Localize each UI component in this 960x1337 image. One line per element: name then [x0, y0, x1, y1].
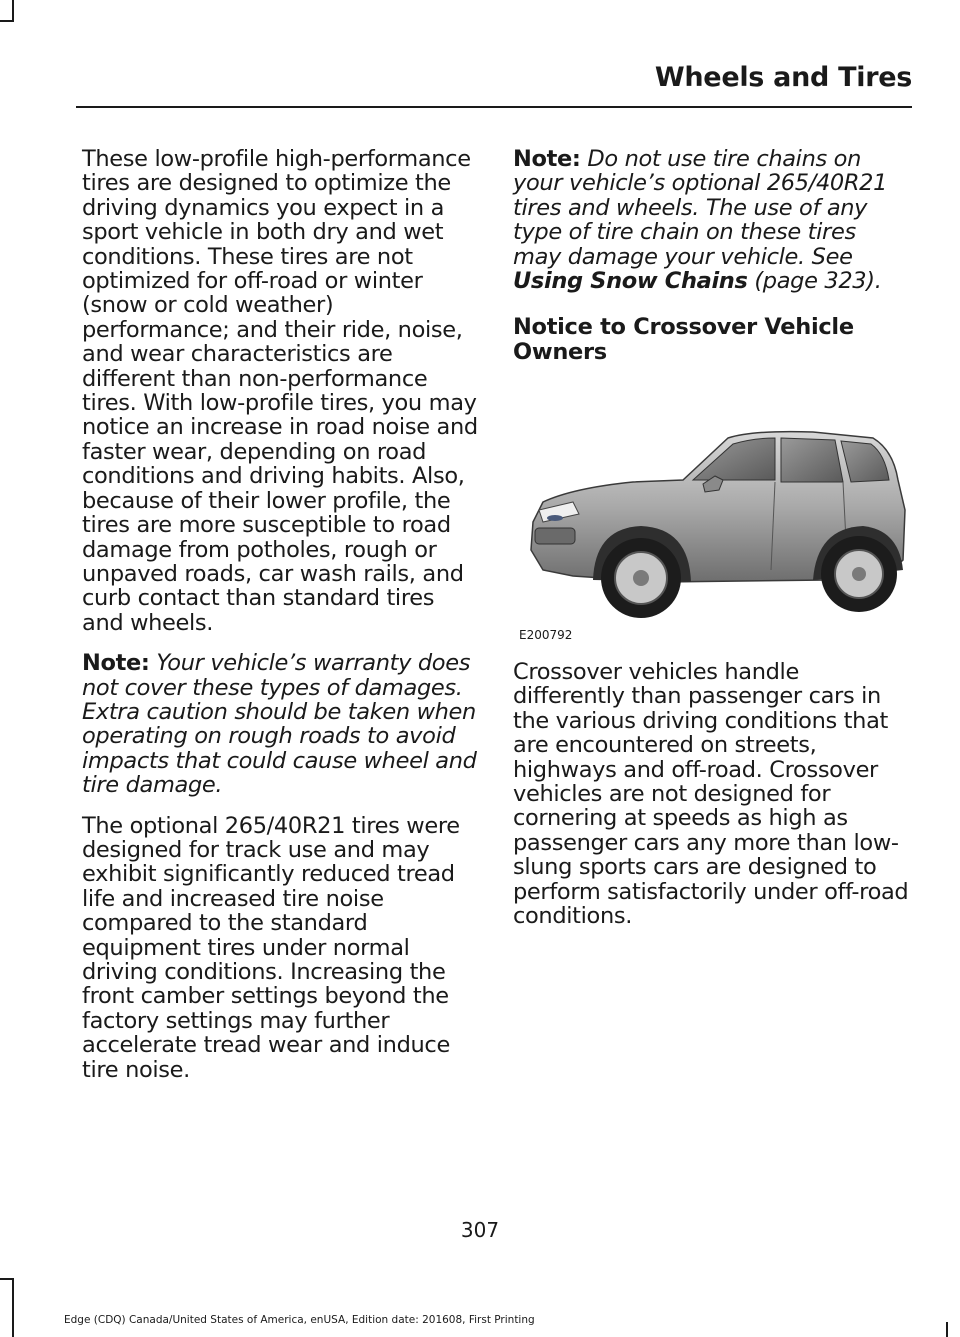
crossover-paragraph: Crossover vehicles handle differently than passenger cars in the various driving conditions that are encountered on streets, highways and off-road. Crossover vehicles are not designed for cornering at speeds as high as passenger cars any more than low-slung sports cars are designed to perform satisfactorily under off-road conditions.: [513, 659, 909, 930]
page-reference: (page 323).: [754, 268, 882, 295]
intro-paragraph: These low-profile high-performance tires are designed to optimize the driving dynamics you expect in a sport vehicle in both dry and wet conditions. These tires are not optimized for off-road or winter (snow or cold weather) performance; and their ride, noise, and wear characteristics are different than non-performance tires. With low-profile tires, you may notice an increase in road noise and faster wear, depending on road conditions and driving habits. Also, because of their lower profile, the tires are more susceptible to road damage from potholes, rough or unpaved roads, car wash rails, and curb contact than standard tires and wheels.: [82, 146, 478, 636]
note-label: Note:: [82, 650, 150, 677]
crop-mark-top-left-h: [0, 20, 14, 22]
crop-mark-bottom-left-v: [12, 1278, 14, 1337]
note-text: Your vehicle’s warranty does not cover these types of damages. Extra caution should be taken when operating on rough roads to avoid impacts that could cause wheel and tire damage.: [82, 650, 477, 799]
optional-tires-paragraph: The optional 265/40R21 tires were designed for track use and may exhibit significantly reduced tread life and increased tire noise compared to the standard equipment tires under normal driving conditions. Increasing the front camber settings beyond the factory settings may further accelerate tread wear and induce tire noise.: [82, 812, 460, 1083]
crossover-vehicle-figure: [513, 410, 909, 645]
crop-mark-bottom-left-h: [0, 1278, 14, 1280]
crop-mark-bottom-right-v: [946, 1322, 948, 1337]
left-column: [82, 147, 478, 1082]
warranty-note: [82, 651, 478, 797]
chains-note: [513, 147, 909, 293]
page-number: 307: [460, 1218, 500, 1242]
edition-footer: Edge (CDQ) Canada/United States of America, enUSA, Edition date: 201608, First Printing: [64, 1314, 535, 1326]
figure-id: E200792: [519, 628, 573, 642]
page-title: Wheels and Tires: [654, 62, 912, 93]
note-label: Note:: [513, 146, 581, 172]
note-text: Do not use tire chains on your vehicle’s optional 265/40R21 tires and wheels. The use of any type of tire chain on these tires may damage your vehicle. See: [513, 146, 888, 270]
crossover-vehicle-illustration: [513, 410, 909, 622]
section-heading: Notice to Crossover Vehicle Owners: [513, 314, 854, 365]
right-column: [513, 147, 909, 364]
header-rule: [76, 106, 912, 108]
snow-chains-link[interactable]: Using Snow Chains: [513, 268, 748, 295]
crop-mark-top-left-v: [12, 0, 14, 22]
